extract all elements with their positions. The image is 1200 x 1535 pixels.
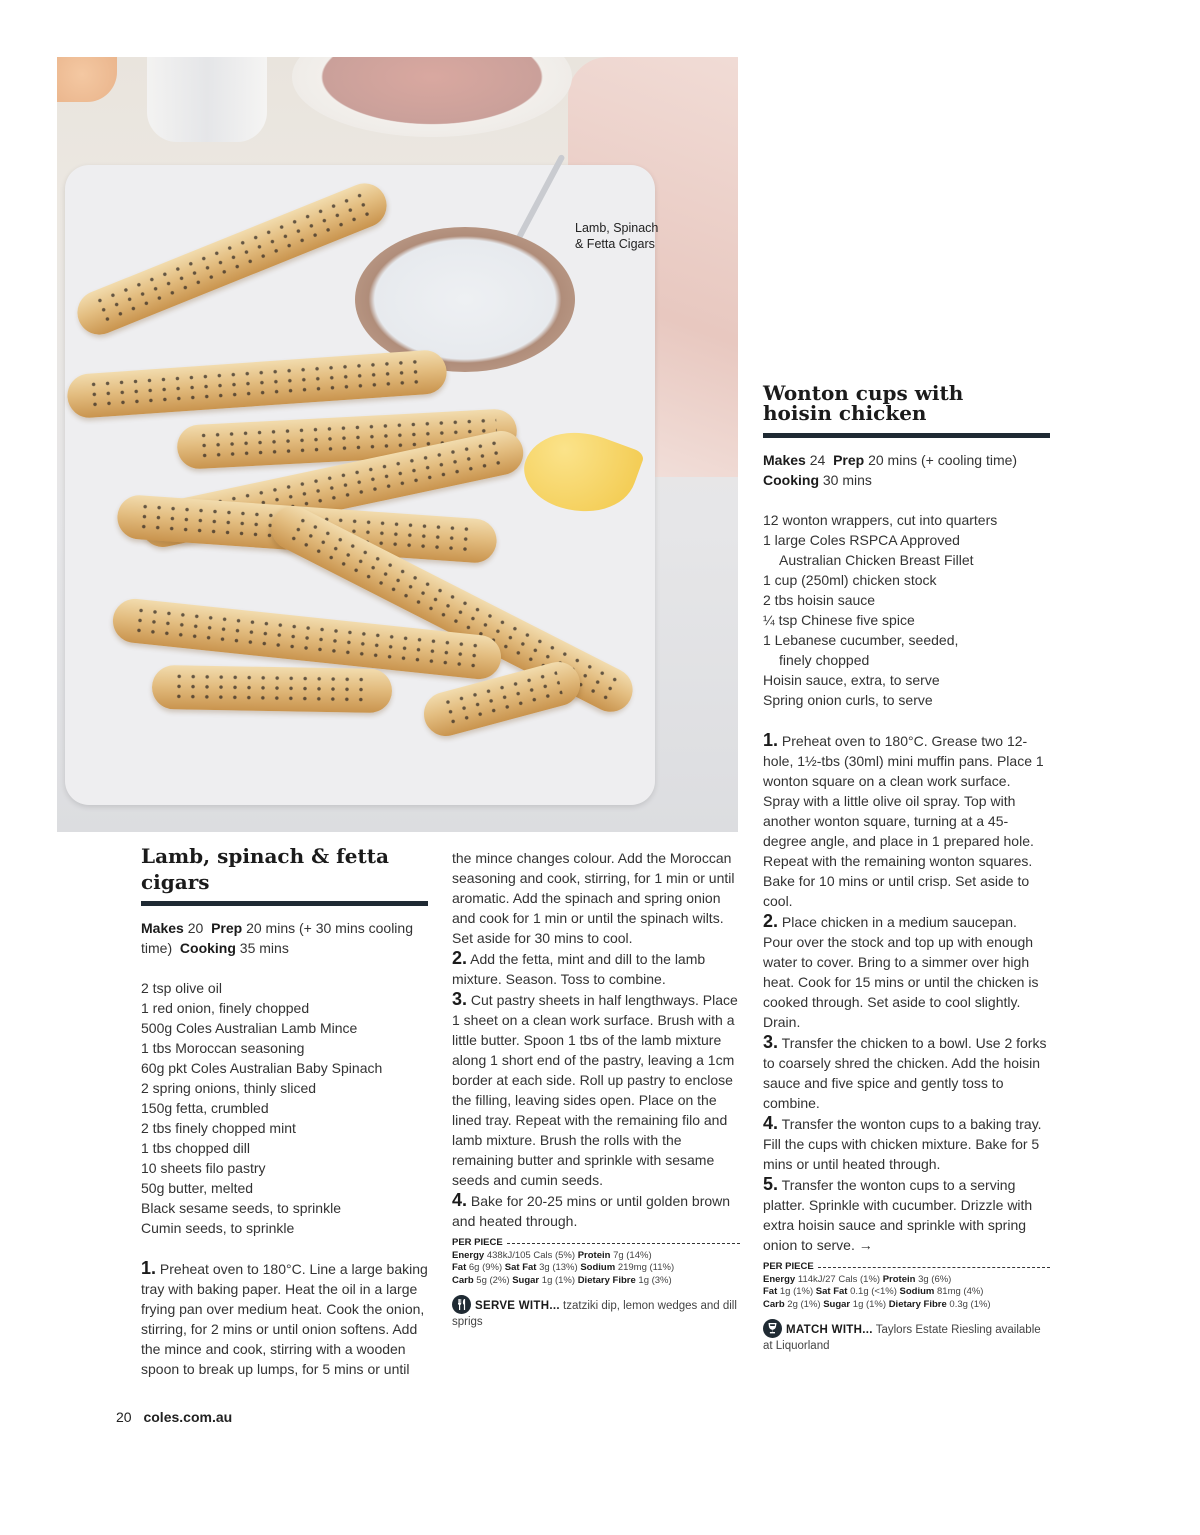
drink-cup <box>57 57 117 102</box>
match-with: MATCH WITH... Taylors Estate Riesling available at Liquorland <box>763 1319 1050 1354</box>
ingredient: 2 tsp olive oil <box>141 980 222 996</box>
method-step: 3. Transfer the chicken to a bowl. Use 2 forks to coarsely shred the chicken. Add the hoisin sauce and five spice and gently toss to combine. <box>763 1032 1047 1111</box>
method-step: 1. Preheat oven to 180°C. Grease two 12-hole, 1½-tbs (30ml) mini muffin pans. Place 1 wonton square on a clean work surface. Spray with a little olive oil spray. Top with another wonton square, turning at a 45-degree angle, and place in 1 prepared hole. Repeat with the remaining wonton squares. Bake for 10 mins or until crisp. Set aside to cool. <box>763 730 1044 909</box>
cigar <box>152 665 393 713</box>
ingredient: 2 tbs finely chopped mint <box>141 1120 296 1136</box>
ingredient: 1 large Coles RSPCA Approved <box>763 532 960 548</box>
method-step: 2. Add the fetta, mint and dill to the lamb mixture. Season. Toss to combine. <box>452 948 706 987</box>
pink-plate <box>292 57 572 137</box>
ingredient: 1 Lebanese cucumber, seeded, <box>763 632 959 648</box>
recipe2-title: Wonton cups with hoisin chicken <box>763 381 964 425</box>
ingredient: Black sesame seeds, to sprinkle <box>141 1200 341 1216</box>
wine-glass-icon <box>763 1319 782 1338</box>
ingredient: 150g fetta, crumbled <box>141 1100 269 1116</box>
site-url: coles.com.au <box>143 1409 233 1425</box>
ingredient: 500g Coles Australian Lamb Mince <box>141 1020 358 1036</box>
recipe1-method <box>141 1258 428 1379</box>
method-step: 4. Transfer the wonton cups to a baking tray. Fill the cups with chicken mixture. Bake for 5 mins or until heated through. <box>763 1113 1042 1172</box>
recipe2-method <box>763 730 1050 1255</box>
ingredient: 1 tbs Moroccan seasoning <box>141 1040 305 1056</box>
recipe1-title: Lamb, spinach & fetta cigars <box>141 844 389 894</box>
ingredient: ¼ tsp Chinese five spice <box>763 612 915 628</box>
ingredient: 1 tbs chopped dill <box>141 1140 250 1156</box>
ingredient: 12 wonton wrappers, cut into quarters <box>763 512 998 528</box>
recipe1-column2 <box>452 848 740 1330</box>
method-step: 1. Preheat oven to 180°C. Line a large baking tray with baking paper. Heat the oil in a large frying pan over medium heat. Cook the onion, stirring, for 2 mins or until onion softens. Add the mince and cook, stirring with a wooden spoon to break up lumps, for 5 mins or until <box>141 1258 428 1377</box>
fork-knife-icon <box>452 1295 471 1314</box>
method-step: 5. Transfer the wonton cups to a serving platter. Sprinkle with cucumber. Drizzle with extra hoisin sauce and sprinkle with spring onion to serve. → <box>763 1174 1033 1253</box>
ingredient: Australian Chicken Breast Fillet <box>779 552 974 568</box>
ingredient: 1 cup (250ml) chicken stock <box>763 572 937 588</box>
ingredient: Hoisin sauce, extra, to serve <box>763 672 940 688</box>
ingredient: finely chopped <box>779 652 870 668</box>
page-footer <box>116 1409 232 1425</box>
recipe1-nutrition: PER PIECE Energy 438kJ/105 Cals (5%) Protein 7g (14%) Fat 6g (9%) Sat Fat 3g (13%) Sodium 219mg (11%) Carb 5g (2%) Sugar 1g (1%) Dietary Fibre 1g (3%) <box>452 1237 740 1287</box>
recipe1-method-continued <box>452 848 740 1231</box>
serve-with: SERVE WITH... tzatziki dip, lemon wedges and dill sprigs <box>452 1295 740 1330</box>
title-rule <box>763 433 1050 438</box>
method-step: 3. Cut pastry sheets in half lengthways. Place 1 sheet on a clean work surface. Brush with a little butter. Spoon 1 tbs of the lamb mixture along 1 short end of the pastry, leaving a 1cm border at each side. Roll up pastry to enclose the filling, leaving sides open. Place on the lined tray. Repeat with the remaining filo and lamb mixture. Brush the rolls with the remaining butter and sprinkle with sesame seeds and cumin seeds. <box>452 989 738 1188</box>
ingredient: Spring onion curls, to serve <box>763 692 933 708</box>
recipe2-column <box>763 383 1050 1354</box>
page-number: 20 <box>116 1409 132 1425</box>
method-step-continued: the mince changes colour. Add the Moroccan seasoning and cook, stirring, for 1 min or until aromatic. Add the spinach and spring onion and cook for 1 min or until the spinach wilts. Set aside for 30 mins to cool. <box>452 850 735 946</box>
ingredient: 2 tbs hoisin sauce <box>763 592 876 608</box>
title-rule <box>141 901 428 906</box>
ingredient: 50g butter, melted <box>141 1180 254 1196</box>
tzatziki-bowl <box>355 227 575 372</box>
recipe2-nutrition: PER PIECE Energy 114kJ/27 Cals (1%) Protein 3g (6%) Fat 1g (1%) Sat Fat 0.1g (<1%) Sodium 81mg (4%) Carb 2g (1%) Sugar 1g (1%) Dietary Fibre 0.3g (1%) <box>763 1261 1050 1311</box>
recipe1-column1 <box>141 843 428 1379</box>
water-glass <box>147 57 267 142</box>
method-step: 4. Bake for 20-25 mins or until golden brown and heated through. <box>452 1190 731 1229</box>
ingredient: Cumin seeds, to sprinkle <box>141 1220 295 1236</box>
ingredient: 1 red onion, finely chopped <box>141 1000 310 1016</box>
dashed-divider <box>507 1243 740 1244</box>
recipe2-meta: Makes 24 Prep 20 mins (+ cooling time) Cooking 30 mins <box>763 452 1018 488</box>
method-step: 2. Place chicken in a medium saucepan. Pour over the stock and top up with enough water to cover. Bring to a simmer over high heat. Cook for 15 mins or until the chicken is cooked through. Set aside to cool slightly. Drain. <box>763 911 1039 1030</box>
recipe2-ingredients <box>763 510 1050 710</box>
ingredient: 2 spring onions, thinly sliced <box>141 1080 317 1096</box>
recipe1-meta: Makes 20 Prep 20 mins (+ 30 mins cooling time) Cooking 35 mins <box>141 920 413 956</box>
photo-caption: Lamb, Spinach & Fetta Cigars <box>575 221 659 251</box>
ingredient: 60g pkt Coles Australian Baby Spinach <box>141 1060 383 1076</box>
recipe1-ingredients <box>141 978 428 1238</box>
dashed-divider <box>818 1267 1050 1268</box>
recipe-photo <box>57 57 738 832</box>
ingredient: 10 sheets filo pastry <box>141 1160 266 1176</box>
